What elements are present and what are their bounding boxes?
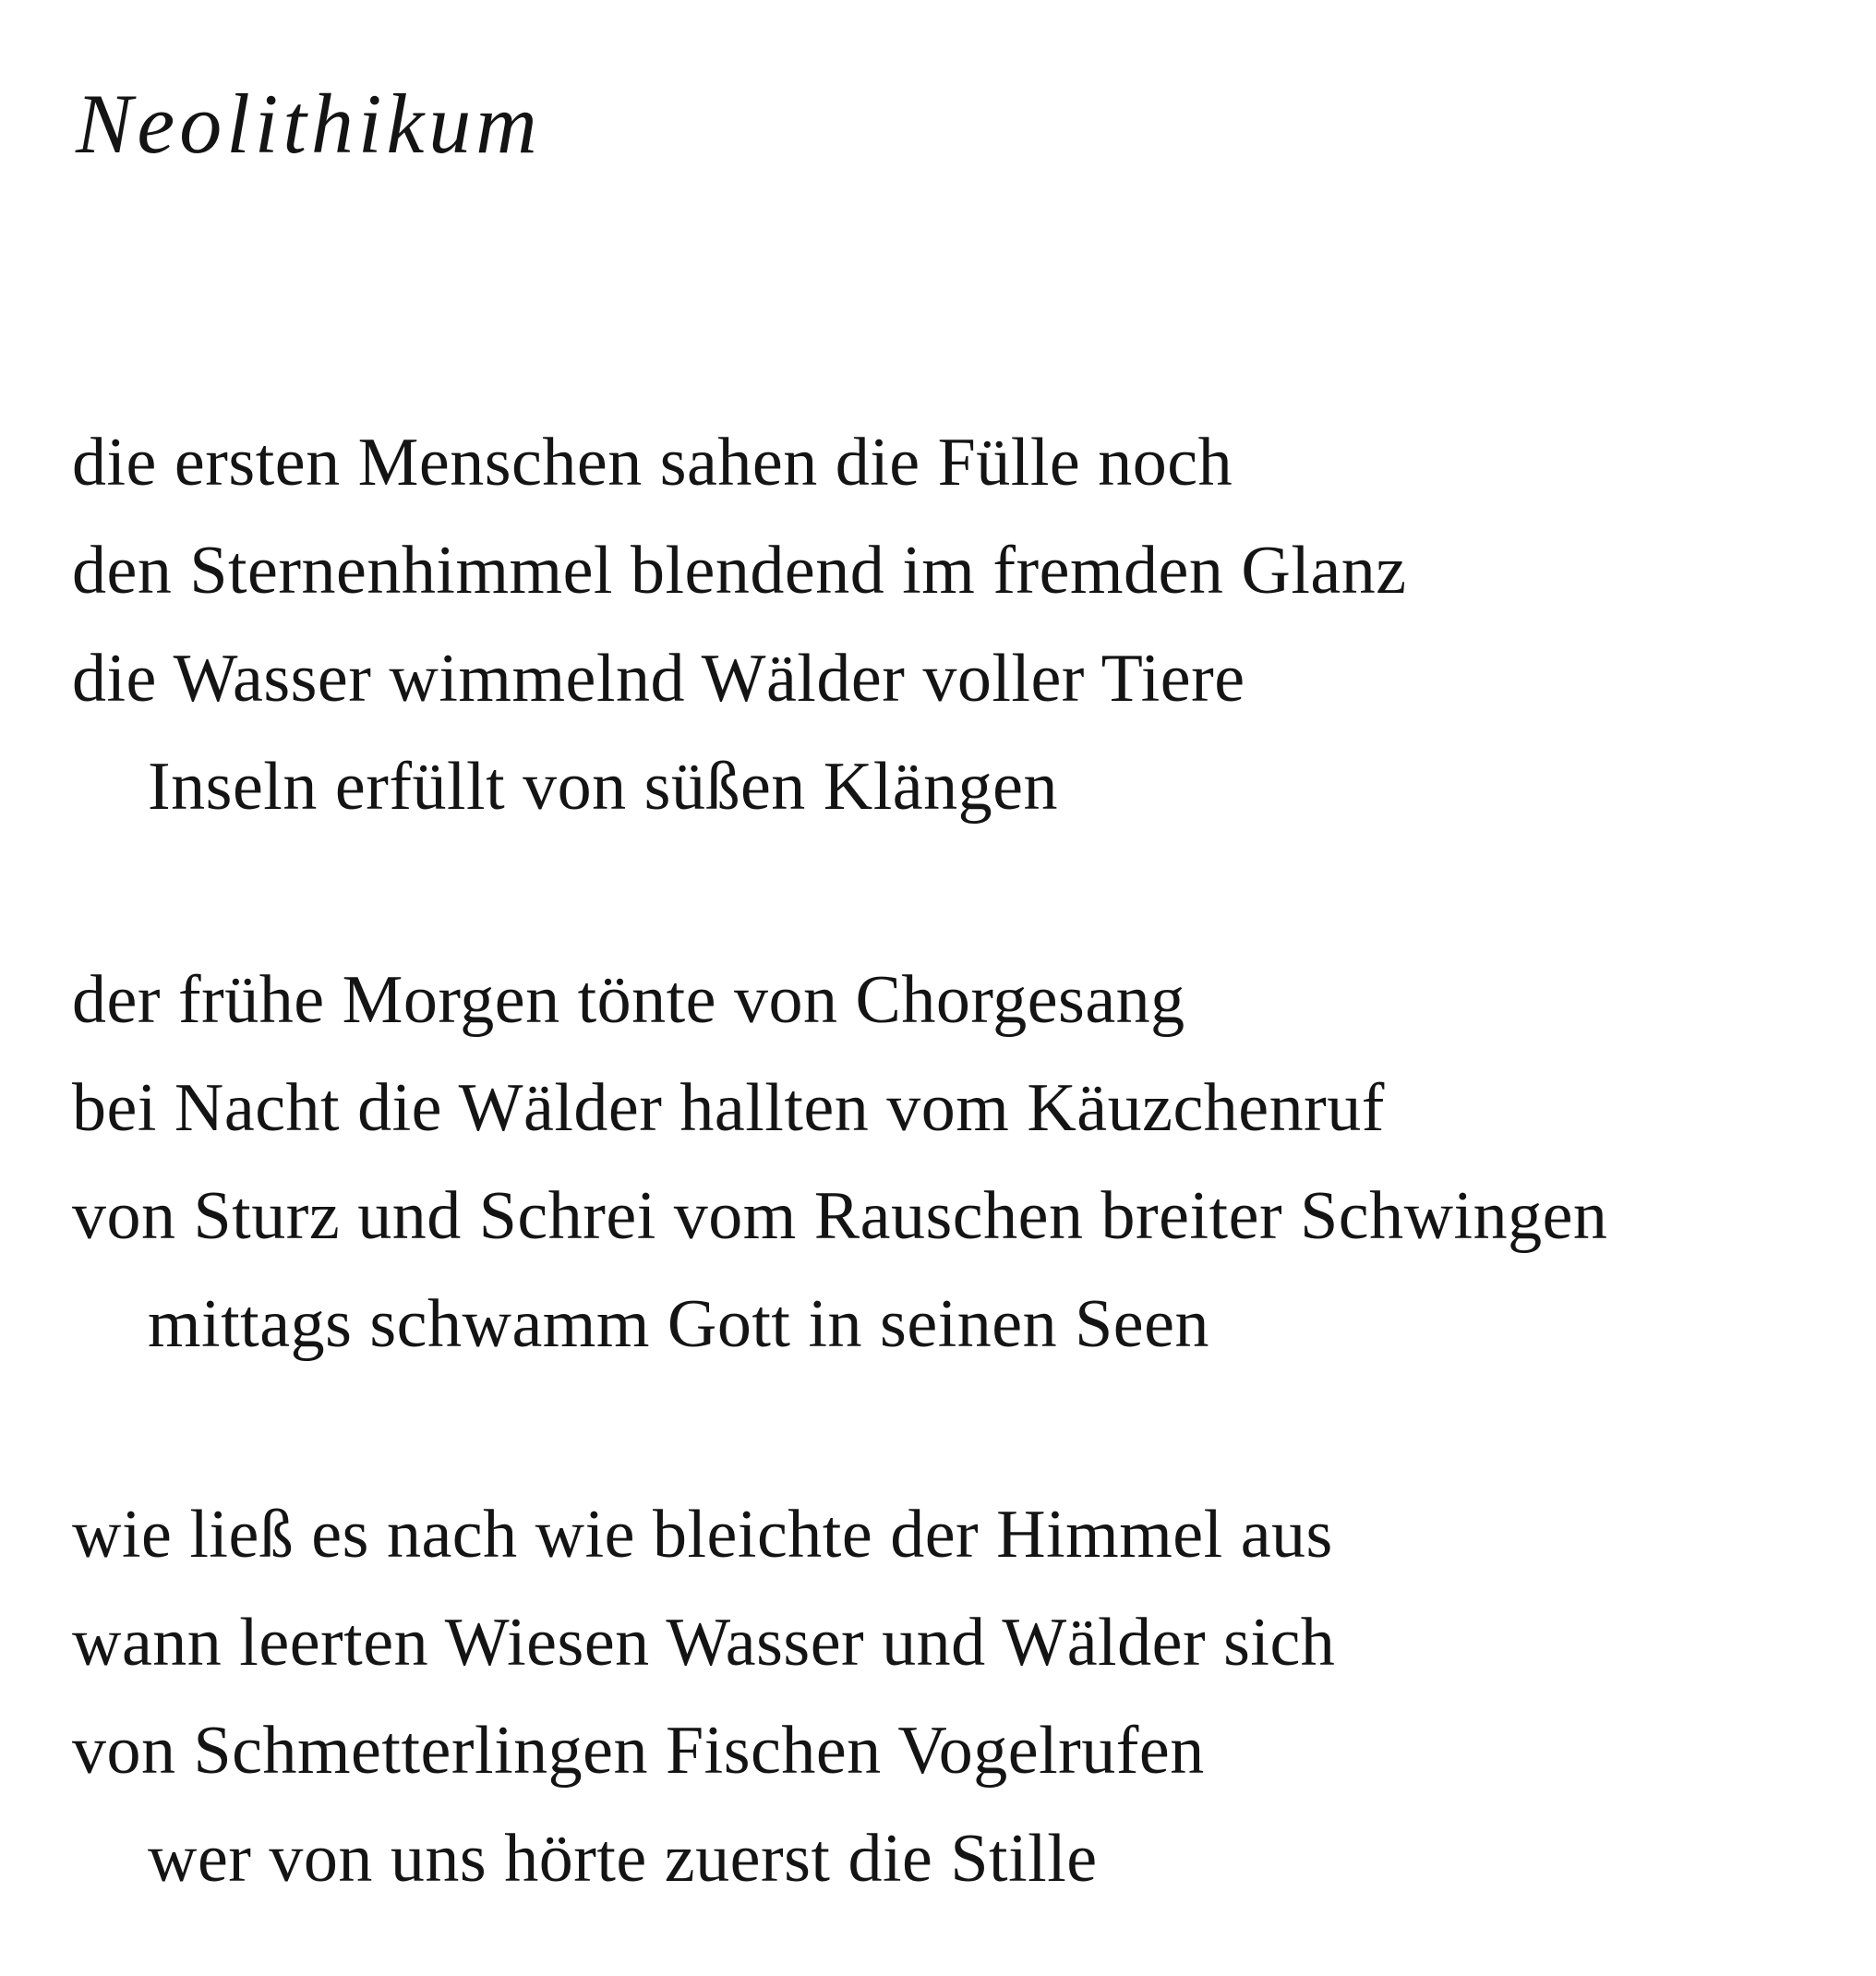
poem-line: bei Nacht die Wälder hallten vom Käuzchenruf (72, 1070, 1385, 1146)
poem-line: wann leerten Wiesen Wasser und Wälder sich (72, 1605, 1336, 1681)
poem-line-indented: mittags schwamm Gott in seinen Seen (148, 1286, 1209, 1362)
stanza-2 (72, 946, 1607, 1379)
poem-line: der frühe Morgen tönte von Chorgesang (72, 962, 1185, 1038)
poem-line: den Sternenhimmel blendend im fremden Glanz (72, 533, 1407, 608)
poem-line: von Sturz und Schrei vom Rauschen breiter Schwingen (72, 1178, 1608, 1254)
poem-line: von Schmetterlingen Fischen Vogelrufen (72, 1713, 1205, 1789)
poem-line-indented: Inseln erfüllt von süßen Klängen (148, 749, 1058, 825)
poem-line: wie ließ es nach wie bleichte der Himmel aus (72, 1497, 1333, 1572)
poem-title: Neolithikum (76, 77, 542, 171)
poem-line-indented: wer von uns hörte zuerst die Stille (148, 1821, 1098, 1897)
poem-line: die Wasser wimmelnd Wälder voller Tiere (72, 641, 1245, 717)
poem-line: die ersten Menschen sahen die Fülle noch (72, 425, 1233, 500)
stanza-1 (72, 409, 1407, 841)
stanza-3 (72, 1481, 1335, 1913)
